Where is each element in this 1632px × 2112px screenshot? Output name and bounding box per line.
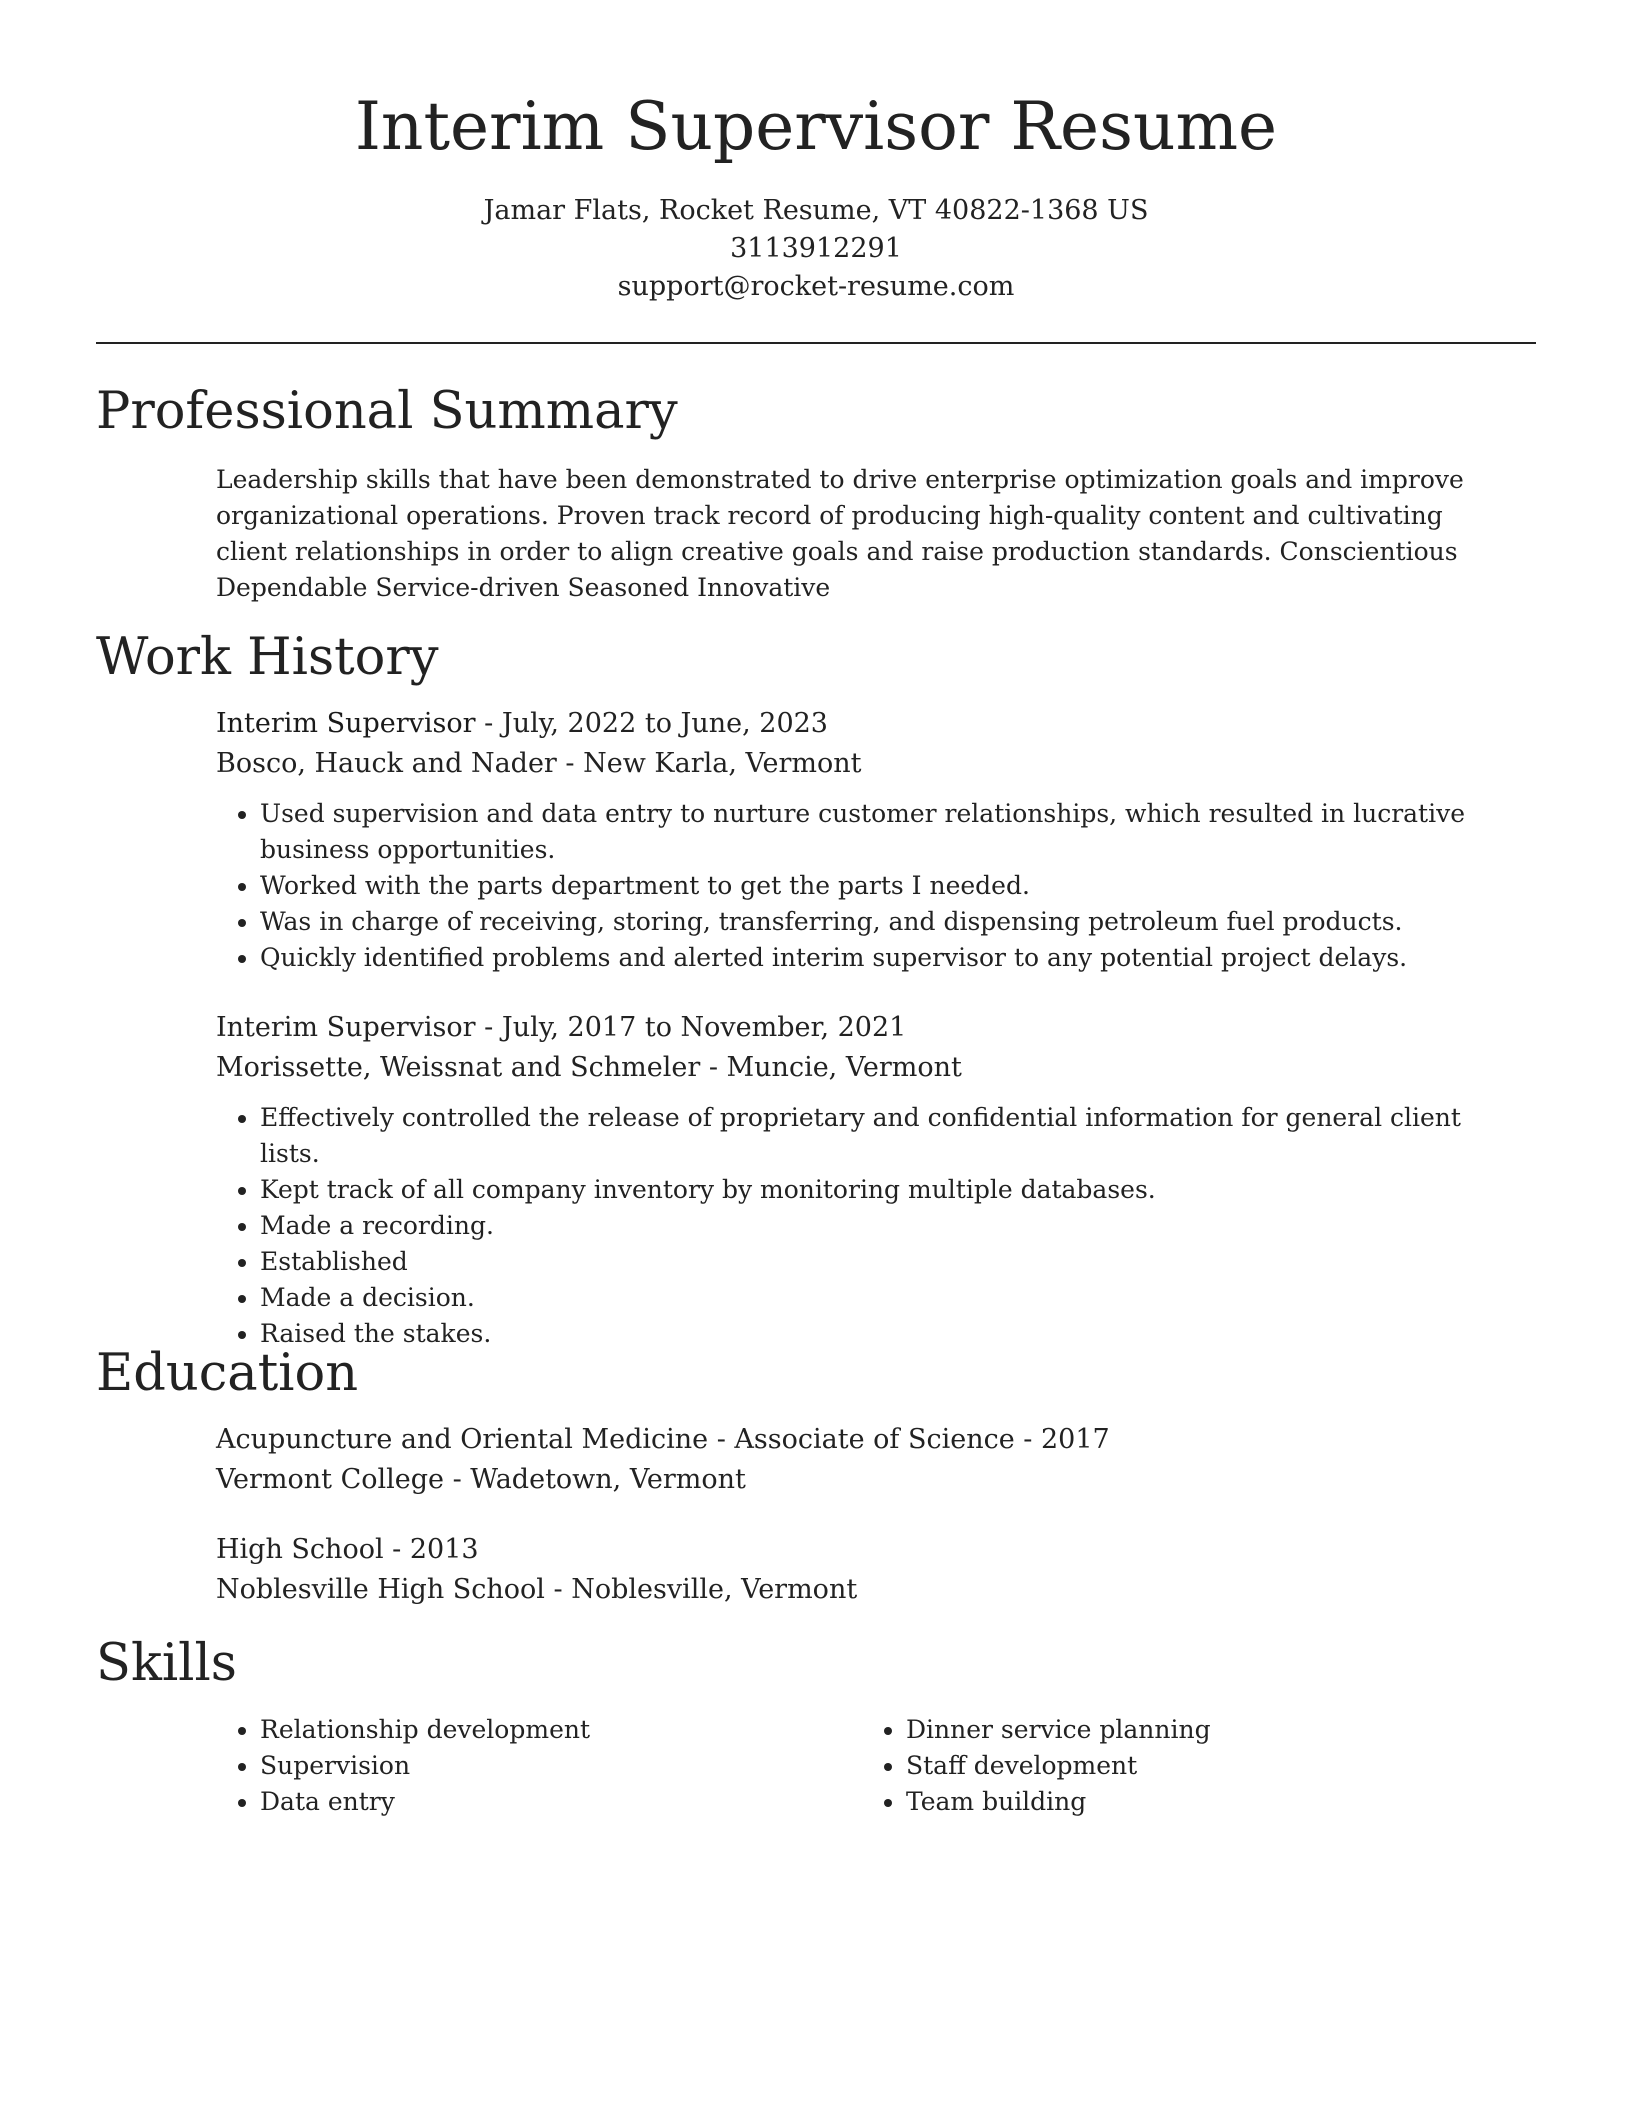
education-location: - Noblesville, Vermont [544, 1574, 858, 1605]
education-year: - 2013 [383, 1534, 479, 1565]
education-school: Noblesville High School [216, 1574, 545, 1605]
resume-header [96, 84, 1536, 306]
job-title-line [216, 1008, 1516, 1048]
list-item: • Staff development [906, 1748, 1462, 1784]
work-history-heading: Work History [96, 628, 439, 687]
list-item: • Quickly identified problems and alerted interim supervisor to any potential project delays. [260, 940, 1516, 976]
skills-column-right [862, 1712, 1462, 1820]
header-divider [96, 342, 1536, 344]
list-item: • Data entry [260, 1784, 816, 1820]
skills-list-left [216, 1712, 816, 1820]
skills-column-left [216, 1712, 816, 1820]
job-company-line [216, 1048, 1516, 1088]
education-school-line [216, 1460, 1516, 1500]
education-year: - 2017 [1014, 1424, 1110, 1455]
list-item: • Raised the stakes. [260, 1316, 1516, 1352]
education-location: - Wadetown, Vermont [444, 1464, 746, 1495]
list-item: • Worked with the parts department to get the parts I needed. [260, 868, 1516, 904]
page-title: Interim Supervisor Resume [354, 88, 1278, 165]
job-dates: - July, 2022 to June, 2023 [475, 708, 828, 739]
email[interactable]: support@rocket-resume.com [617, 271, 1015, 302]
skills-heading: Skills [96, 1634, 237, 1693]
education-entry-1 [216, 1420, 1516, 1500]
job-location: - Muncie, Vermont [700, 1052, 962, 1083]
job-location: - New Karla, Vermont [556, 748, 862, 779]
job-company: Bosco, Hauck and Nader [216, 748, 557, 779]
list-item: • Made a recording. [260, 1208, 1516, 1244]
job-company: Morissette, Weissnat and Schmeler [216, 1052, 701, 1083]
job-entry-1 [216, 704, 1516, 976]
list-item: • Supervision [260, 1748, 816, 1784]
list-item: • Kept track of all company inventory by monitoring multiple databases. [260, 1172, 1516, 1208]
job-bullets [216, 1100, 1516, 1352]
list-item: • Dinner service planning [906, 1712, 1462, 1748]
education-school-line [216, 1570, 1516, 1610]
education-program-line [216, 1420, 1516, 1460]
job-company-line [216, 744, 1516, 784]
education-heading: Education [96, 1344, 359, 1403]
job-bullets [216, 796, 1516, 976]
education-program-line [216, 1530, 1516, 1570]
list-item: • Effectively controlled the release of proprietary and confidential information for general client lists. [260, 1100, 1516, 1172]
address: Jamar Flats, Rocket Resume, VT 40822-1368 US [483, 195, 1149, 226]
list-item: • Made a decision. [260, 1280, 1516, 1316]
job-title-line [216, 704, 1516, 744]
skills-list-right [862, 1712, 1462, 1820]
list-item: • Team building [906, 1784, 1462, 1820]
summary-heading: Professional Summary [96, 382, 678, 441]
phone: 3113912291 [730, 233, 902, 264]
job-entry-2 [216, 1008, 1516, 1352]
list-item: • Used supervision and data entry to nurture customer relationships, which resulted in lucrative business opportunities. [260, 796, 1516, 868]
job-dates: - July, 2017 to November, 2021 [475, 1012, 907, 1043]
summary-text: Leadership skills that have been demonstrated to drive enterprise optimization goals and improve organizational operations. Proven track record of producing high-quality content and cultivating client relationships in order to align creative goals and raise production standards. Conscientious Dependable Service-driven Seasoned Innovative [216, 465, 1464, 602]
list-item: • Was in charge of receiving, storing, transferring, and dispensing petroleum fuel products. [260, 904, 1516, 940]
education-program: High School [216, 1534, 384, 1565]
job-title: Interim Supervisor [216, 708, 476, 739]
education-entry-2 [216, 1530, 1516, 1610]
list-item: • Established [260, 1244, 1516, 1280]
list-item: • Relationship development [260, 1712, 816, 1748]
job-title: Interim Supervisor [216, 1012, 476, 1043]
education-school: Vermont College [216, 1464, 445, 1495]
education-program: Acupuncture and Oriental Medicine - Associate of Science [216, 1424, 1015, 1455]
